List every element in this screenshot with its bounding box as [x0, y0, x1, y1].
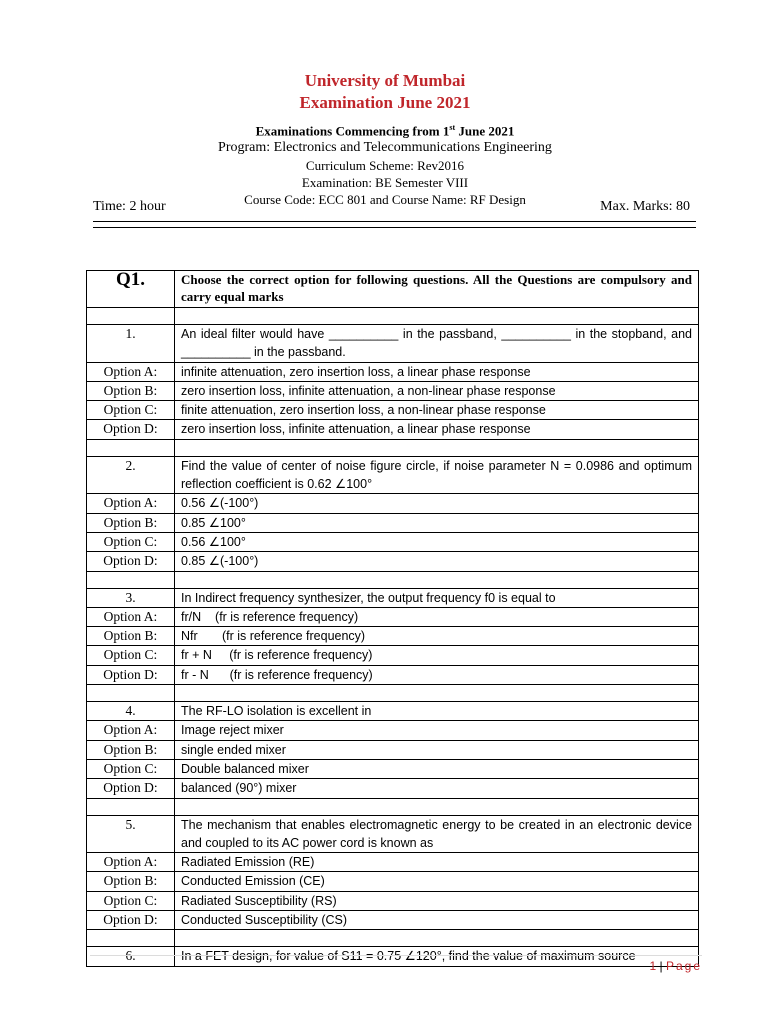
- question-number: 1.: [87, 325, 175, 363]
- question-row: [87, 815, 699, 853]
- option-row: [87, 891, 699, 910]
- option-label: Option C:: [87, 532, 175, 551]
- option-text: fr/N (fr is reference frequency): [175, 607, 699, 626]
- option-label: Option B:: [87, 381, 175, 400]
- option-text: finite attenuation, zero insertion loss, a non-linear phase response: [175, 401, 699, 420]
- option-label: Option A:: [87, 494, 175, 513]
- question-text: An ideal filter would have __________ in the passband, __________ in the stopband, and __________ in the passband.: [175, 325, 699, 363]
- spacer-row: [87, 930, 699, 947]
- spacer-row: [87, 685, 699, 702]
- option-row: [87, 665, 699, 684]
- option-row: [87, 494, 699, 513]
- time-label: Time: 2 hour: [93, 199, 166, 214]
- option-text: fr + N (fr is reference frequency): [175, 646, 699, 665]
- option-label: Option A:: [87, 362, 175, 381]
- option-label: Option C:: [87, 759, 175, 778]
- option-row: [87, 911, 699, 930]
- option-text: Conducted Susceptibility (CS): [175, 911, 699, 930]
- option-label: Option C:: [87, 401, 175, 420]
- question-number: 5.: [87, 815, 175, 853]
- question-text: In Indirect frequency synthesizer, the output frequency f0 is equal to: [175, 588, 699, 607]
- option-text: 0.85 ∠(-100°): [175, 552, 699, 571]
- option-label: Option C:: [87, 891, 175, 910]
- option-row: [87, 381, 699, 400]
- option-label: Option B:: [87, 740, 175, 759]
- option-text: Conducted Emission (CE): [175, 872, 699, 891]
- program-line: Program: Electronics and Telecommunications Engineering: [218, 140, 552, 156]
- option-row: [87, 627, 699, 646]
- option-text: fr - N (fr is reference frequency): [175, 665, 699, 684]
- option-row: [87, 740, 699, 759]
- spacer-row: [87, 571, 699, 588]
- option-row: [87, 646, 699, 665]
- section-instruction: Choose the correct option for following questions. All the Questions are compulsory and carry equal marks: [175, 271, 699, 308]
- option-row: [87, 401, 699, 420]
- question-text: Find the value of center of noise figure circle, if noise parameter N = 0.0986 and optimum reflection coefficient is 0.62 ∠100°: [175, 456, 699, 494]
- option-label: Option A:: [87, 721, 175, 740]
- option-text: Radiated Susceptibility (RS): [175, 891, 699, 910]
- option-row: [87, 759, 699, 778]
- option-row: [87, 607, 699, 626]
- commencing-date: Examinations Commencing from 1st June 2021: [255, 123, 515, 139]
- option-text: Double balanced mixer: [175, 759, 699, 778]
- option-label: Option D:: [87, 420, 175, 439]
- spacer-row: [87, 308, 699, 325]
- question-number: 3.: [87, 588, 175, 607]
- option-label: Option B:: [87, 872, 175, 891]
- question-row: [87, 588, 699, 607]
- option-label: Option A:: [87, 607, 175, 626]
- scheme-line: Curriculum Scheme: Rev2016: [305, 158, 465, 174]
- double-rule-divider: [93, 221, 696, 228]
- section-header-row: [87, 271, 699, 308]
- question-table: [86, 270, 699, 967]
- option-row: [87, 872, 699, 891]
- option-label: Option C:: [87, 646, 175, 665]
- question-number: 4.: [87, 702, 175, 721]
- option-text: Image reject mixer: [175, 721, 699, 740]
- examination-line: Examination: BE Semester VIII: [301, 175, 469, 191]
- question-text: In a FET design, for value of S11 = 0.75 ∠120°, find the value of maximum source: [175, 947, 699, 966]
- option-text: Radiated Emission (RE): [175, 853, 699, 872]
- option-row: [87, 513, 699, 532]
- question-number: 6.: [87, 947, 175, 966]
- question-number: 2.: [87, 456, 175, 494]
- footer-rule: [90, 955, 702, 956]
- marks-label: Max. Marks: 80: [600, 199, 690, 214]
- option-row: [87, 532, 699, 551]
- time-marks-row: [93, 199, 690, 215]
- question-text: The mechanism that enables electromagnetic energy to be created in an electronic device and coupled to its AC power cord is known as: [175, 815, 699, 853]
- option-row: [87, 552, 699, 571]
- option-label: Option D:: [87, 911, 175, 930]
- question-text: The RF-LO isolation is excellent in: [175, 702, 699, 721]
- option-label: Option D:: [87, 665, 175, 684]
- option-row: [87, 853, 699, 872]
- option-label: Option A:: [87, 853, 175, 872]
- question-row: [87, 947, 699, 966]
- option-row: [87, 721, 699, 740]
- option-label: Option D:: [87, 552, 175, 571]
- option-text: Nfr (fr is reference frequency): [175, 627, 699, 646]
- option-text: 0.56 ∠(-100°): [175, 494, 699, 513]
- option-text: zero insertion loss, infinite attenuation, a non-linear phase response: [175, 381, 699, 400]
- option-label: Option D:: [87, 779, 175, 798]
- document-header: [0, 70, 770, 208]
- option-label: Option B:: [87, 513, 175, 532]
- exam-title: Examination June 2021: [299, 93, 471, 112]
- option-label: Option B:: [87, 627, 175, 646]
- option-text: 0.85 ∠100°: [175, 513, 699, 532]
- option-text: infinite attenuation, zero insertion loss, a linear phase response: [175, 362, 699, 381]
- option-text: zero insertion loss, infinite attenuation, a linear phase response: [175, 420, 699, 439]
- spacer-row: [87, 798, 699, 815]
- section-label: Q1.: [87, 271, 175, 308]
- question-row: [87, 456, 699, 494]
- option-row: [87, 362, 699, 381]
- option-row: [87, 779, 699, 798]
- page-number: 1 | Page: [649, 959, 702, 973]
- option-text: 0.56 ∠100°: [175, 532, 699, 551]
- option-text: single ended mixer: [175, 740, 699, 759]
- spacer-row: [87, 439, 699, 456]
- question-row: [87, 325, 699, 363]
- question-row: [87, 702, 699, 721]
- university-title: University of Mumbai: [304, 71, 466, 90]
- option-row: [87, 420, 699, 439]
- course-line: Course Code: ECC 801 and Course Name: RF Design: [244, 192, 526, 208]
- option-text: balanced (90°) mixer: [175, 779, 699, 798]
